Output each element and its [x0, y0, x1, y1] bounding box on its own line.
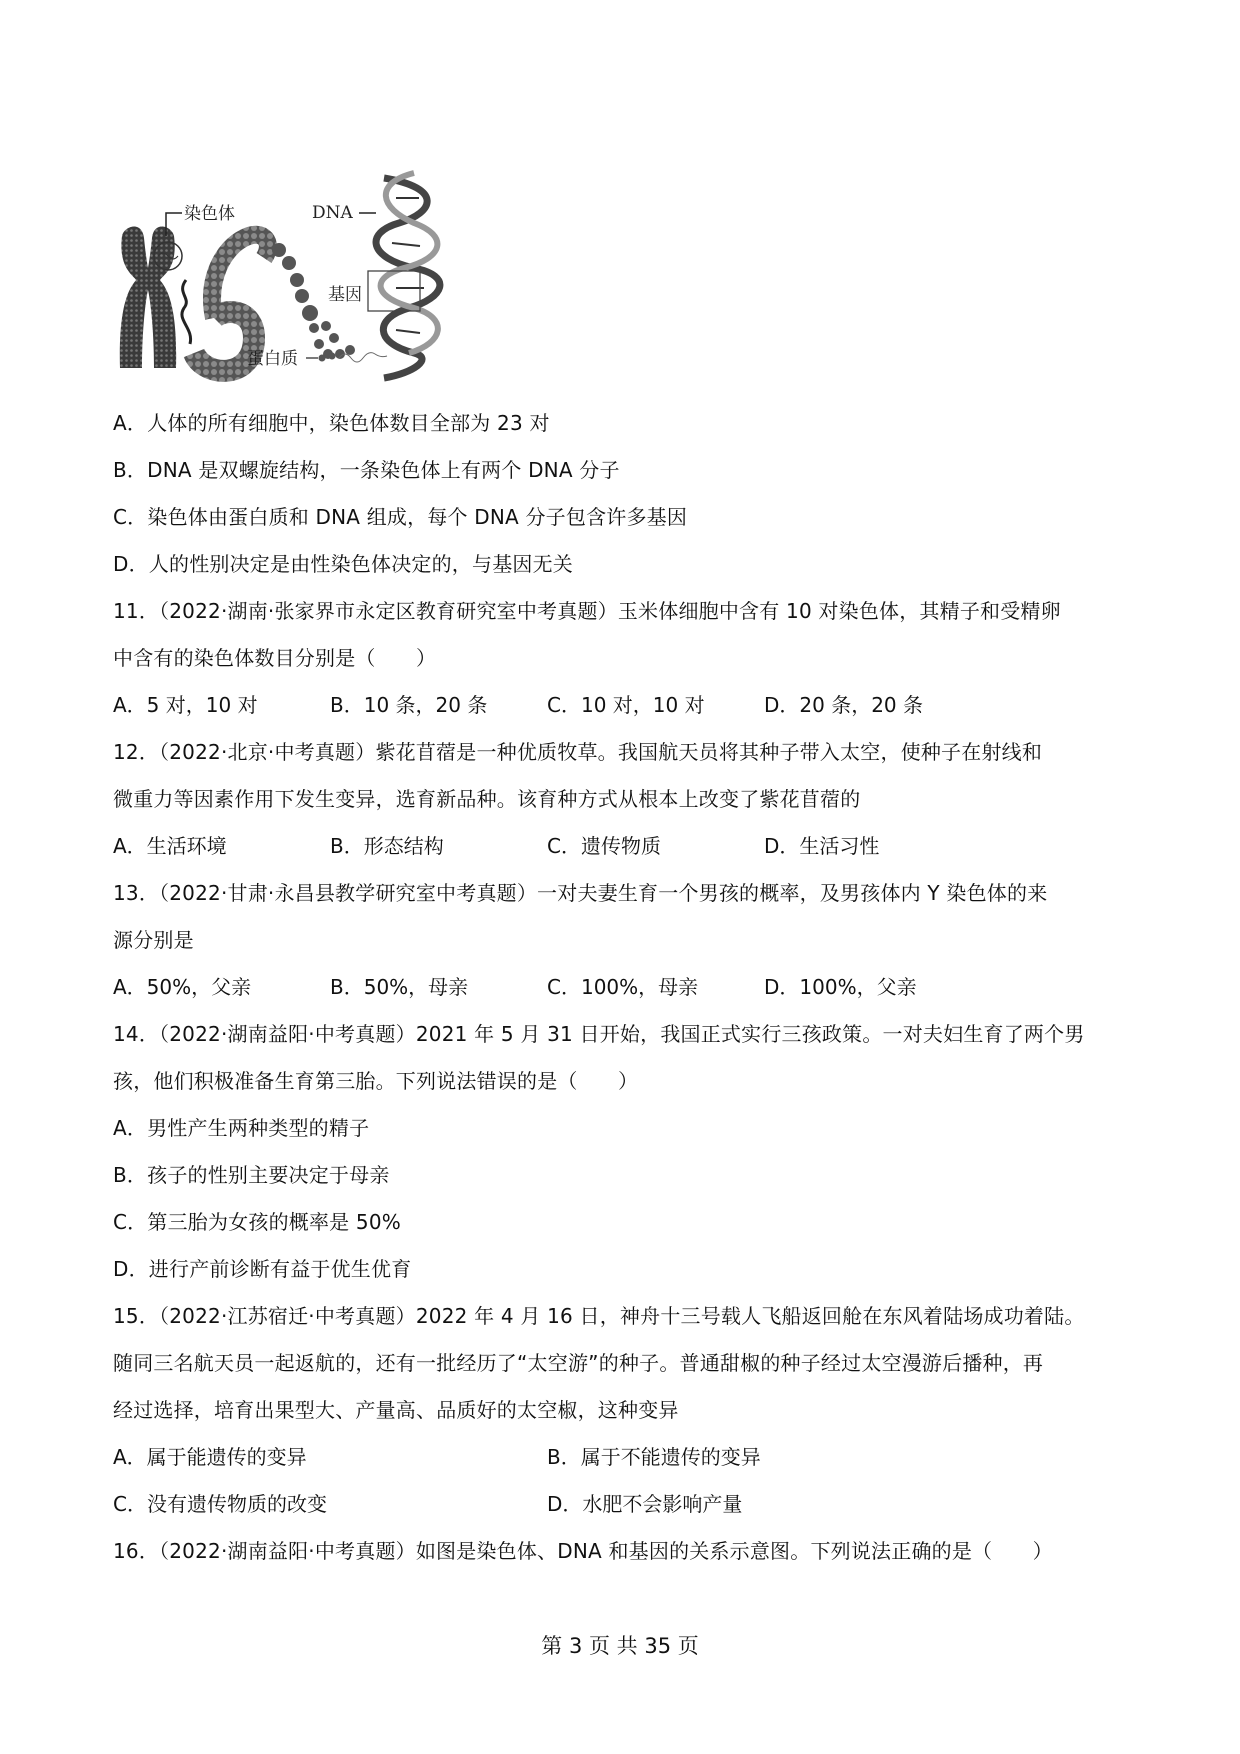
- q13-option-d: D．100%，父亲: [764, 975, 917, 999]
- q11-stem-line-2: 中含有的染色体数目分别是（ ）: [113, 646, 437, 670]
- q12-stem-line-2: 微重力等因素作用下发生变异，选育新品种。该育种方式从根本上改变了紫花苜蓿的: [113, 787, 861, 811]
- q11-option-c: C．10 对，10 对: [547, 693, 705, 717]
- q14-stem-line-2: 孩，他们积极准备生育第三胎。下列说法错误的是（ ）: [113, 1069, 639, 1093]
- q13-option-a: A．50%，父亲: [113, 975, 252, 999]
- label-protein: 蛋白质: [247, 349, 298, 369]
- label-dna: DNA: [312, 203, 353, 223]
- q14-stem-line-1: 14．（2022·湖南益阳·中考真题）2021 年 5 月 31 日开始，我国正式实行三孩政策。一对夫妇生育了两个男: [113, 1022, 1085, 1046]
- chromosome-diagram-icon: [114, 168, 474, 383]
- q15-stem-line-1: 15．（2022·江苏宿迁·中考真题）2022 年 4 月 16 日，神舟十三号载人飞船返回舱在东风着陆场成功着陆。: [113, 1304, 1085, 1328]
- q11-option-d: D．20 条，20 条: [764, 693, 924, 717]
- q14-option-c: C．第三胎为女孩的概率是 50%: [113, 1210, 401, 1234]
- chromosome-dna-gene-figure: [114, 168, 474, 383]
- q10-option-d: D．人的性别决定是由性染色体决定的，与基因无关: [113, 552, 573, 576]
- q12-stem-line-1: 12．（2022·北京·中考真题）紫花苜蓿是一种优质牧草。我国航天员将其种子带入太空，使种子在射线和: [113, 740, 1043, 764]
- q15-option-d: D．水肥不会影响产量: [547, 1492, 743, 1516]
- q11-stem-line-1: 11．（2022·湖南·张家界市永定区教育研究室中考真题）玉米体细胞中含有 10 对染色体，其精子和受精卵: [113, 599, 1061, 623]
- q11-option-a: A．5 对，10 对: [113, 693, 258, 717]
- q10-option-c: C．染色体由蛋白质和 DNA 组成，每个 DNA 分子包含许多基因: [113, 505, 688, 529]
- q15-stem-line-3: 经过选择，培育出果型大、产量高、品质好的太空椒，这种变异: [113, 1398, 679, 1422]
- label-chromosome: 染色体: [184, 204, 235, 224]
- q12-option-a: A．生活环境: [113, 834, 227, 858]
- q10-option-b: B．DNA 是双螺旋结构，一条染色体上有两个 DNA 分子: [113, 458, 620, 482]
- q13-stem-line-2: 源分别是: [113, 928, 194, 952]
- q11-option-b: B．10 条，20 条: [330, 693, 488, 717]
- q15-option-a: A．属于能遗传的变异: [113, 1445, 307, 1469]
- page-number: 第 3 页 共 35 页: [541, 1634, 699, 1658]
- q15-option-b: B．属于不能遗传的变异: [547, 1445, 761, 1469]
- q13-option-b: B．50%，母亲: [330, 975, 469, 999]
- q15-stem-line-2: 随同三名航天员一起返航的，还有一批经历了“太空游”的种子。普通甜椒的种子经过太空漫游后播种，再: [113, 1351, 1044, 1375]
- q12-option-b: B．形态结构: [330, 834, 444, 858]
- q12-option-d: D．生活习性: [764, 834, 880, 858]
- q16-stem-line-1: 16．（2022·湖南益阳·中考真题）如图是染色体、DNA 和基因的关系示意图。下列说法正确的是（ ）: [113, 1539, 1053, 1563]
- q10-option-a: A．人体的所有细胞中，染色体数目全部为 23 对: [113, 411, 550, 435]
- q14-option-b: B．孩子的性别主要决定于母亲: [113, 1163, 390, 1187]
- q14-option-d: D．进行产前诊断有益于优生优育: [113, 1257, 412, 1281]
- q13-option-c: C．100%，母亲: [547, 975, 699, 999]
- q14-option-a: A．男性产生两种类型的精子: [113, 1116, 370, 1140]
- q13-stem-line-1: 13．（2022·甘肃·永昌县教学研究室中考真题）一对夫妻生育一个男孩的概率，及男孩体内 Y 染色体的来: [113, 881, 1048, 905]
- q12-option-c: C．遗传物质: [547, 834, 661, 858]
- label-gene: 基因: [328, 285, 362, 305]
- q15-option-c: C．没有遗传物质的改变: [113, 1492, 327, 1516]
